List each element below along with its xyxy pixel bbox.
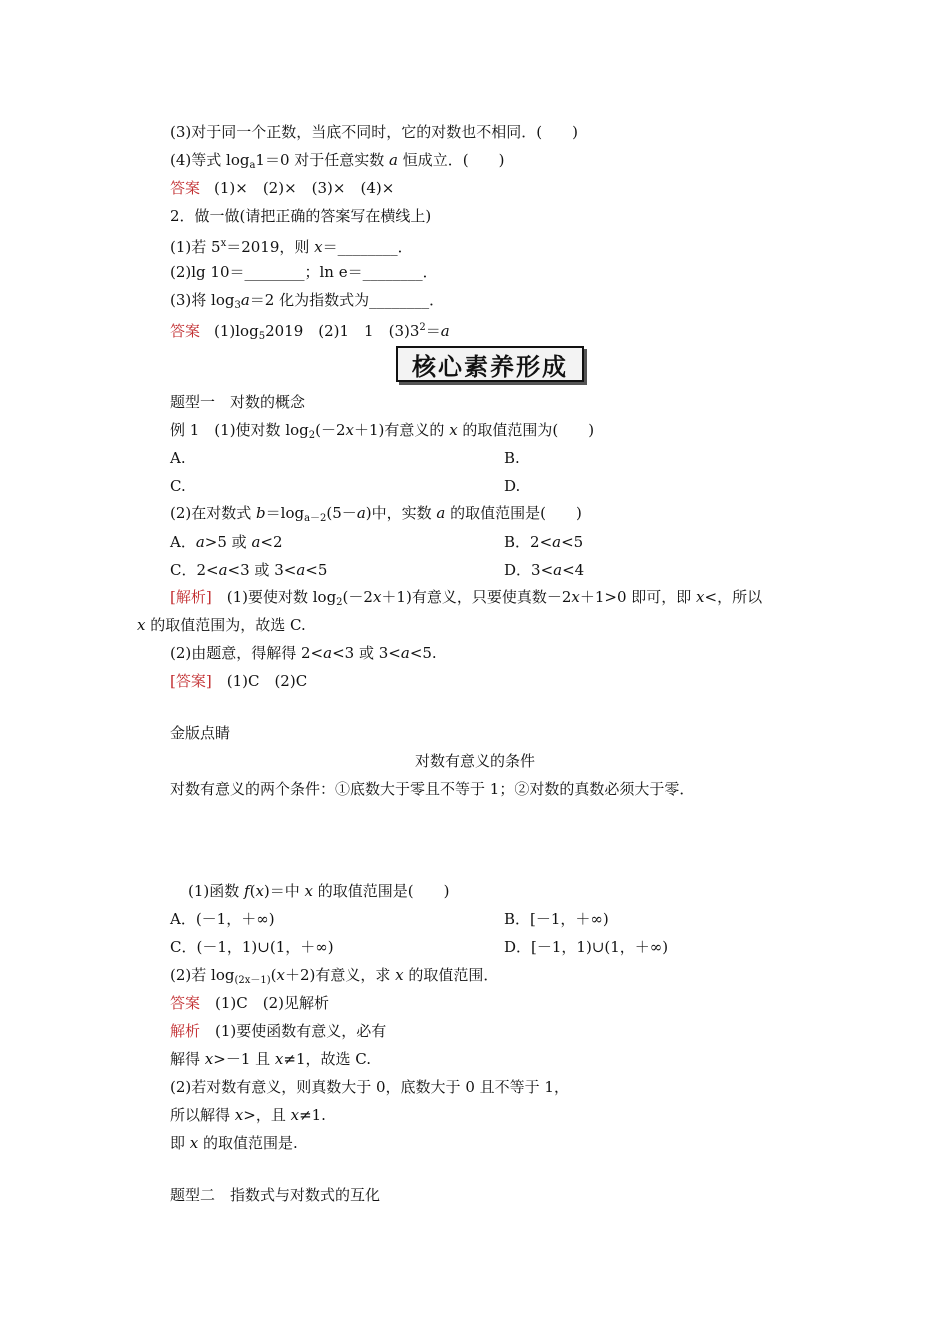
option-c: C．(－1，1)∪(1，＋∞) bbox=[170, 938, 334, 956]
solution-2: (2)若对数有意义，则真数大于 0，底数大于 0 且不等于 1， bbox=[170, 1078, 569, 1096]
option-b: B. bbox=[504, 449, 520, 467]
analysis-2: (2)由题意，得解得 2<a<3 或 3<a<5. bbox=[170, 644, 437, 662]
analysis-3: 解析 (1)要使函数有意义，必有 bbox=[170, 1022, 387, 1040]
solution-4: 即 x 的取值范围是. bbox=[170, 1134, 298, 1152]
option-d: D．3<a<4 bbox=[504, 561, 585, 579]
solution-3: 所以解得 x>，且 x≠1. bbox=[170, 1106, 326, 1124]
answer-3: [答案] (1)C (2)C bbox=[170, 672, 308, 690]
training-1: (1)函数 f(x)＝中 x 的取值范围是( ) bbox=[188, 882, 450, 900]
option-d: D. bbox=[504, 477, 521, 495]
example-1-part-2: (2)在对数式 $b=\log_{a-2}(5-a)$中，实数 a 的取值范围是( ) bbox=[170, 504, 582, 524]
analysis-1-cont: x 的取值范围为，故选 C. bbox=[137, 616, 306, 634]
option-a: A. bbox=[170, 449, 186, 467]
option-a: A．(－1，＋∞) bbox=[170, 910, 275, 928]
answer-4: 答案 (1)C (2)见解析 bbox=[170, 994, 329, 1012]
answer-label: 答案 bbox=[170, 322, 201, 340]
answer-label: 答案 bbox=[170, 179, 201, 197]
solution-1: 解得 x>－1 且 x≠1，故选 C. bbox=[170, 1050, 371, 1068]
answer-label: [答案] bbox=[170, 672, 212, 690]
practice-1: (1)若 $5^x=2019$，则 x＝________． bbox=[170, 238, 413, 256]
option-d: D．[－1，1)∪(1，＋∞) bbox=[504, 938, 669, 956]
condition-text: 对数有意义的两个条件：①底数大于零且不等于 1；②对数的真数必须大于零． bbox=[170, 780, 695, 798]
analysis-label: [解析] bbox=[170, 588, 212, 606]
question-4: (4)等式 $\log_a1=0$ 对于任意实数 a 恒成立．( ) bbox=[170, 151, 505, 171]
option-b: B．[－1，＋∞) bbox=[504, 910, 609, 928]
answer-1: 答案 (1)× (2)× (3)× (4)× bbox=[170, 179, 395, 197]
section-banner: 核心素养形成 bbox=[396, 346, 584, 382]
option-c: C. bbox=[170, 477, 186, 495]
type-heading-1: 题型一 对数的概念 bbox=[170, 393, 306, 411]
question-3: (3)对于同一个正数，当底不同时，它的对数也不相同．( ) bbox=[170, 123, 578, 141]
training-2: (2)若 $\log_{(2x-1)}(x+2)$有意义，求 x 的取值范围． bbox=[170, 966, 499, 986]
practice-3: (3)将 $\log_3a=2$ 化为指数式为________． bbox=[170, 291, 445, 311]
practice-2: (2)lg 10＝________；ln e＝________． bbox=[170, 263, 438, 281]
section-heading: 2．做一做(请把正确的答案写在横线上) bbox=[170, 207, 432, 225]
answer-label: 答案 bbox=[170, 994, 201, 1012]
answer-2: 答案 $(1)\log_52019$ (2)1 1 $(3)3^2=a$ bbox=[170, 322, 450, 342]
option-b: B．2<a<5 bbox=[504, 533, 584, 551]
analysis-label: 解析 bbox=[170, 1022, 201, 1040]
jinban-heading: 金版点睛 bbox=[170, 724, 231, 742]
option-a: A．a>5 或 a<2 bbox=[170, 533, 283, 551]
analysis-1: [解析] (1)要使对数 $\log_2(-2x+1)$有意义，只要使真数－2x＋1>0 即可，即 x<，所以 bbox=[170, 588, 763, 608]
condition-title: 对数有意义的条件 bbox=[414, 752, 535, 770]
example-1: 例 1 (1)使对数 $\log_2(-2x+1)$有意义的 x 的取值范围为( ) bbox=[170, 421, 595, 441]
type-heading-2: 题型二 指数式与对数式的互化 bbox=[170, 1186, 381, 1204]
option-c: C．2<a<3 或 3<a<5 bbox=[170, 561, 328, 579]
